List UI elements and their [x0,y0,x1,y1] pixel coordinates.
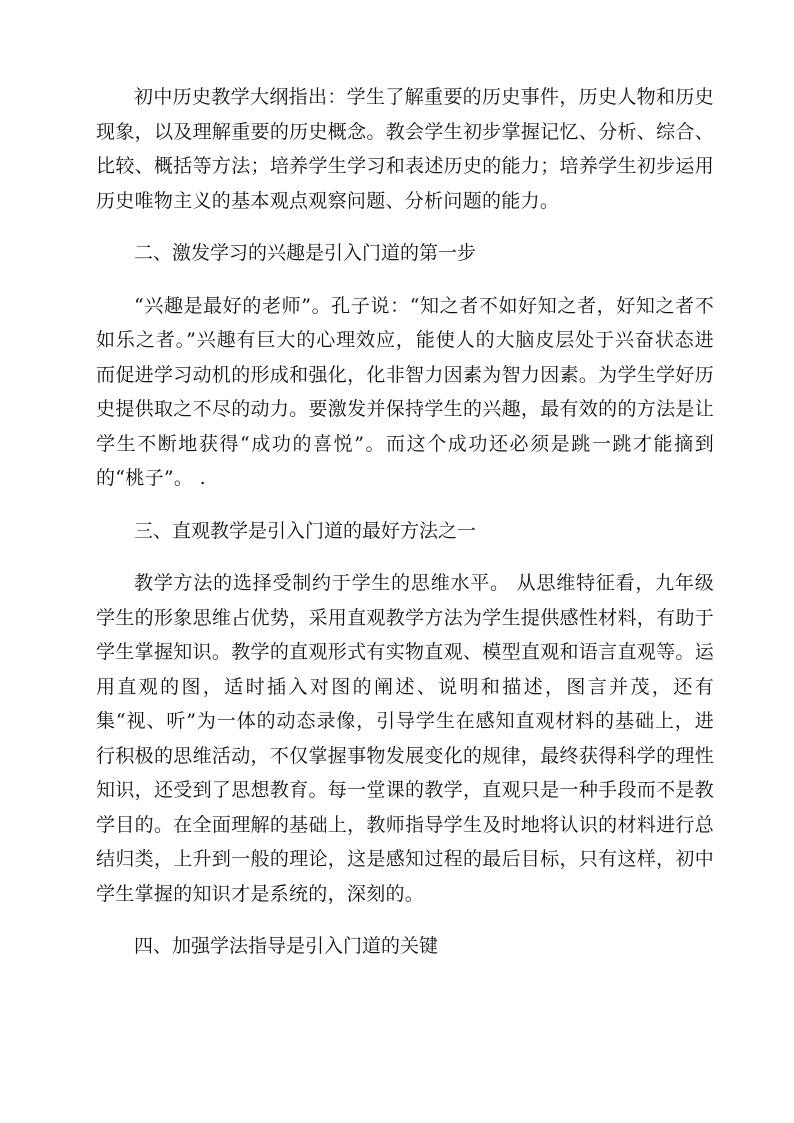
section-heading-3: 三、直观教学是引入门道的最好方法之一 [134,519,477,542]
section-heading-2: 二、激发学习的兴趣是引入门道的第一步 [134,242,477,264]
document-body [96,80,714,982]
paragraph-interest: “兴趣是最好的老师”。孔子说：“知之者不如好知之者，好知之者不如乐之者。”兴趣有巨大的心理效应，能使人的大脑皮层处于兴奋状态进而促进学习动机的形成和强化，化非智力因素为智力因素。为学生学好历史提供取之不尽的动力。要激发并保持学生的兴趣，最有效的的方法是让学生不断地获得“成功的喜悦”。而这个成功还必须是跳一跳才能摘到的“桃子”。 . [96,294,714,489]
paragraph-syllabus: 初中历史教学大纲指出：学生了解重要的历史事件，历史人物和历史现象，以及理解重要的历史概念。教会学生初步掌握记忆、分析、综合、比较、概括等方法；培养学生学习和表述历史的能力；培养学生初步运用历史唯物主义的基本观点观察问题、分析问题的能力。 [96,86,714,212]
paragraph-visual-teaching: 教学方法的选择受制约于学生的思维水平。 从思维特征看，九年级学生的形象思维占优势，采用直观教学方法为学生提供感性材料，有助于学生掌握知识。教学的直观形式有实物直观、模型直观和语言直观等。运用直观的图，适时插入对图的阐述、说明和描述，图言并茂，还有集“视、听”为一体的动态录像，引导学生在感知直观材料的基础上，进行积极的思维活动，不仅掌握事物发展变化的规律，最终获得科学的理性知识，还受到了思想教育。每一堂课的教学，直观只是一种手段而不是教学目的。在全面理解的基础上，教师指导学生及时地将认识的材料进行总结归类，上升到一般的理论，这是感知过程的最后目标，只有这样，初中学生掌握的知识才是系统的，深刻的。 [96,572,714,905]
section-heading-4: 四、加强学法指导是引入门道的关键 [134,935,439,957]
